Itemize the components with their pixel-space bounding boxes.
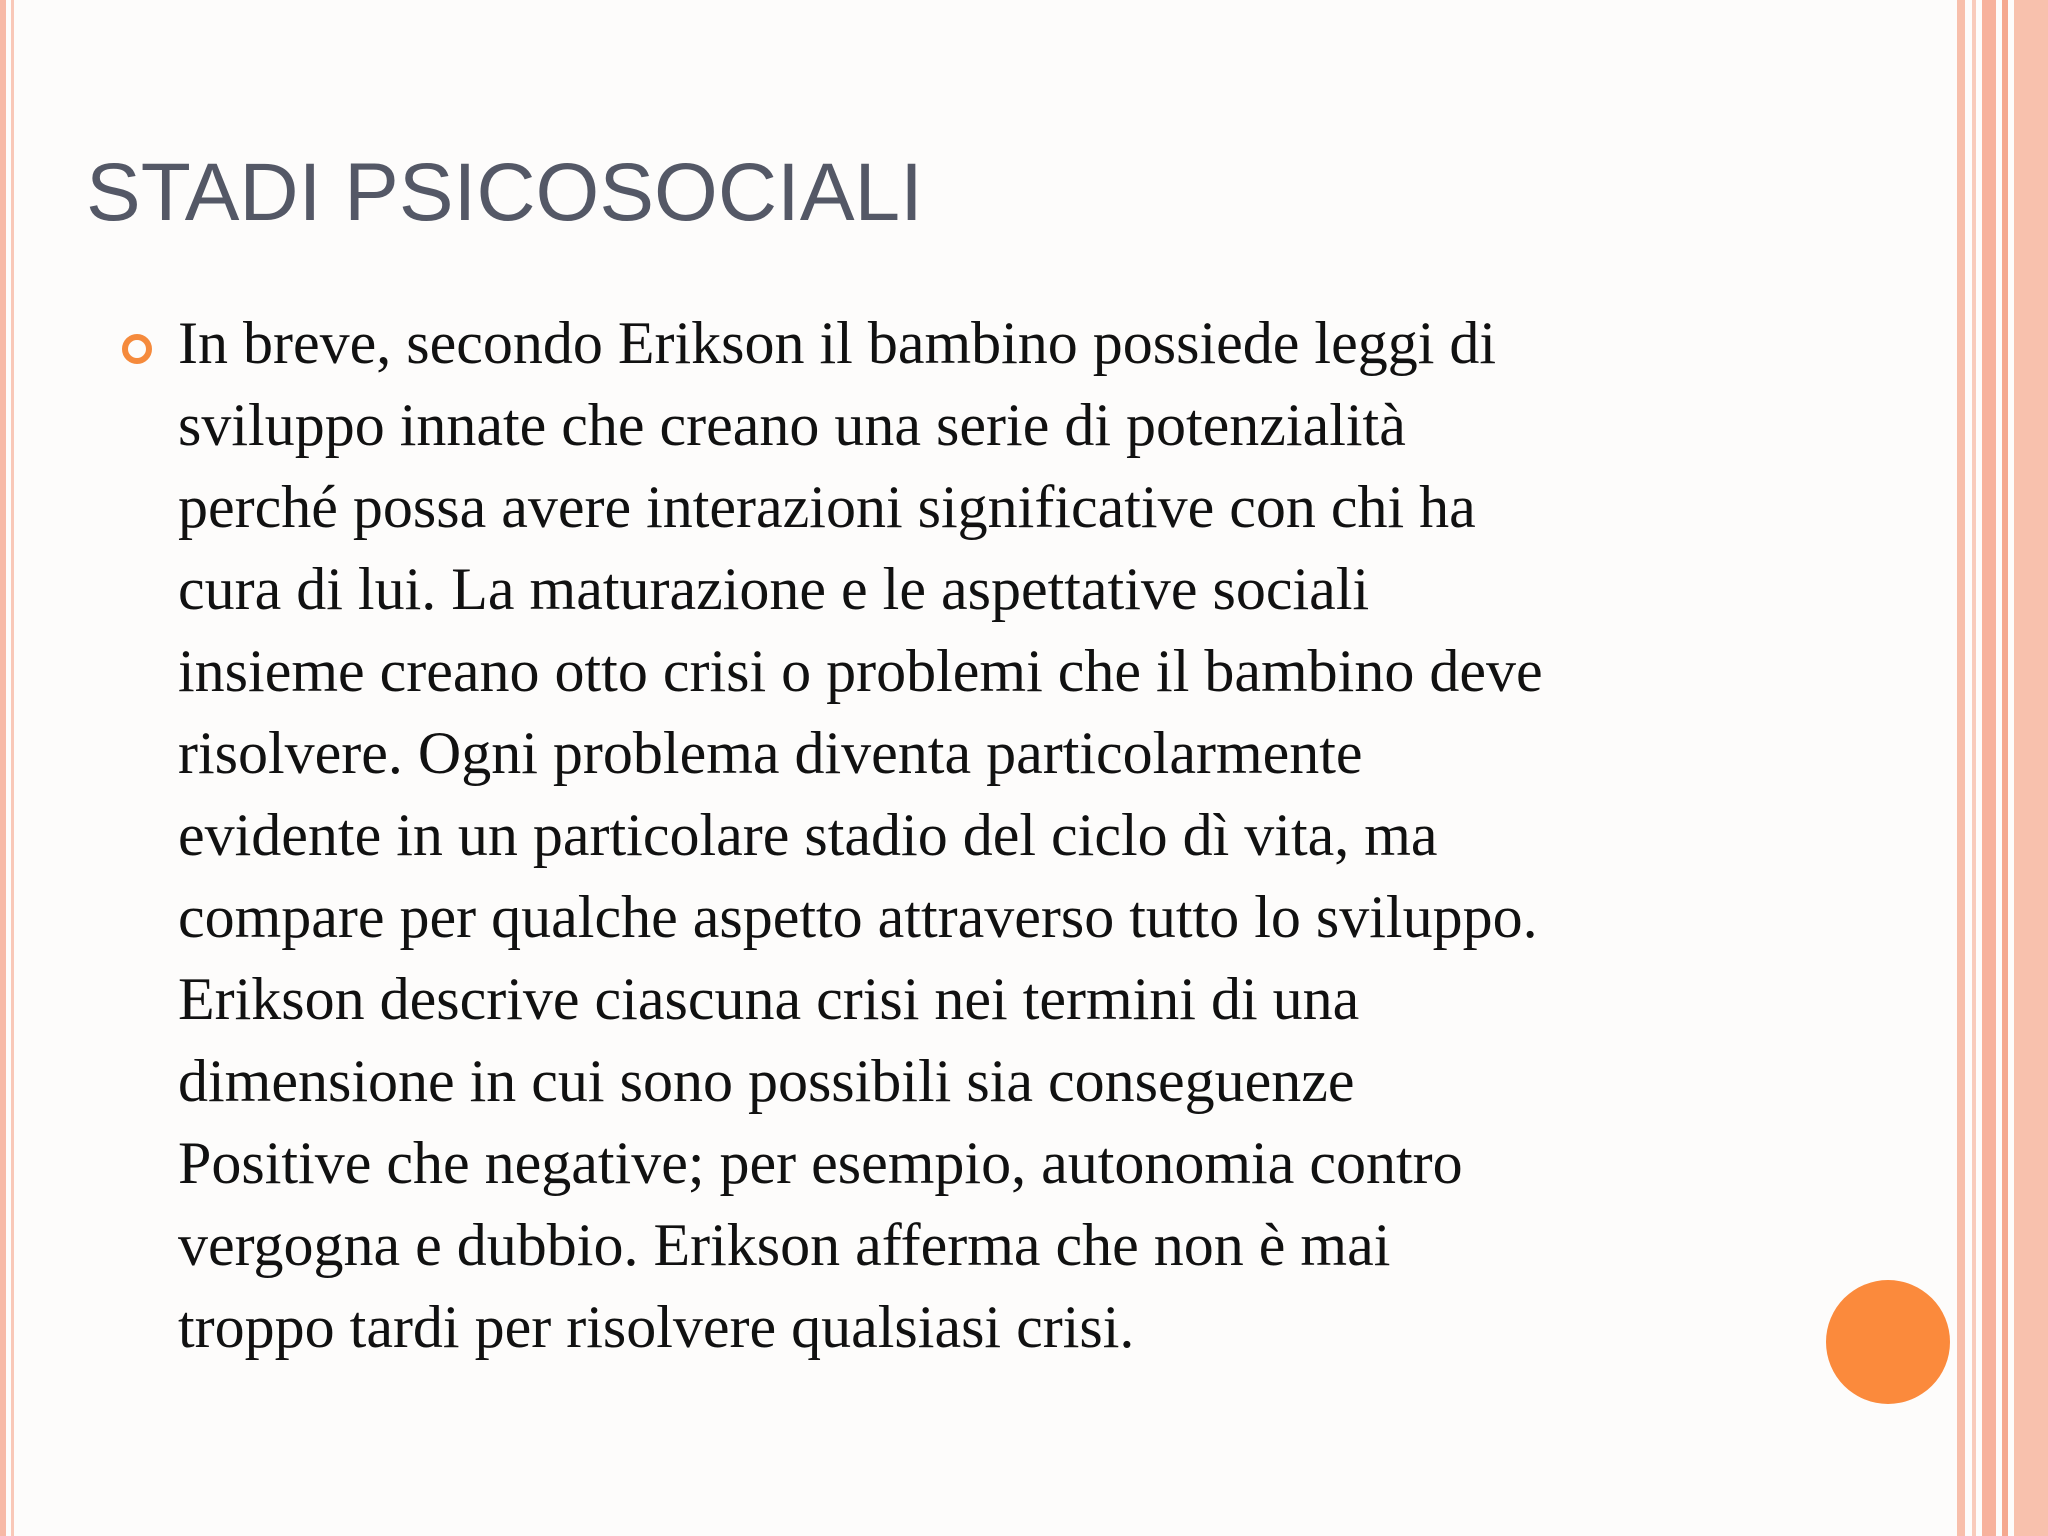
text-line: risolvere. Ogni problema diventa particolarmente (178, 720, 1363, 786)
bullet-text (178, 302, 1778, 1368)
orange-circle-icon (1826, 1280, 1950, 1404)
left-border-stripe (0, 0, 6, 1536)
text-line: troppo tardi per risolvere qualsiasi crisi. (178, 1294, 1135, 1360)
text-line: In breve, secondo Erikson il bambino possiede leggi di (178, 310, 1497, 376)
text-line: evidente in un particolare stadio del ciclo dì vita, ma (178, 802, 1438, 868)
right-border-stripe (2014, 0, 2048, 1536)
text-line: dimensione in cui sono possibili sia conseguenze (178, 1048, 1355, 1114)
text-line: perché possa avere interazioni significative con chi ha (178, 474, 1476, 540)
text-line: Positive che negative; per esempio, autonomia contro (178, 1130, 1463, 1196)
text-line: insieme creano otto crisi o problemi che il bambino deve (178, 638, 1543, 704)
right-border-stripe (2002, 0, 2008, 1536)
text-line: compare per qualche aspetto attraverso tutto lo sviluppo. (178, 884, 1538, 950)
slide-title: STADI PSICOSOCIALI (86, 147, 923, 238)
text-line: sviluppo innate che creano una serie di potenzialità (178, 392, 1406, 458)
text-line: cura di lui. La maturazione e le aspettative sociali (178, 556, 1370, 622)
bullet-ring-icon (122, 334, 152, 364)
text-line: Erikson descrive ciascuna crisi nei termini di una (178, 966, 1360, 1032)
right-border-stripe (1957, 0, 1965, 1536)
right-border-stripe (1982, 0, 1996, 1536)
text-line: vergogna e dubbio. Erikson afferma che non è mai (178, 1212, 1391, 1278)
right-border-stripe (1972, 0, 1976, 1536)
left-border-stripe-thin (11, 0, 14, 1536)
